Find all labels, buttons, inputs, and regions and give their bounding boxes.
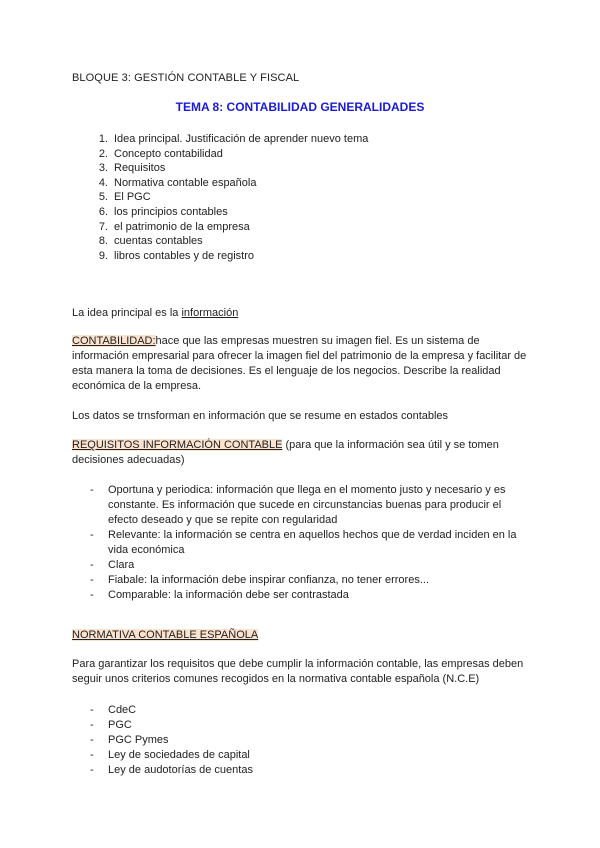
toc-item <box>72 249 368 264</box>
toc-text: Idea principal. Justificación de aprender nuevo tema <box>114 133 369 145</box>
list-item-text: PGC Pymes <box>108 734 169 746</box>
toc-text: el patrimonio de la empresa <box>114 220 250 233</box>
list-item-text: Clara <box>108 559 135 571</box>
normativa-list <box>90 703 530 778</box>
list-item <box>90 558 530 573</box>
toc-text: Concepto contabilidad <box>114 147 223 160</box>
list-item <box>90 703 530 718</box>
list-item <box>90 483 530 528</box>
idea-link[interactable]: información <box>181 307 239 319</box>
toc-item <box>72 132 368 147</box>
list-item-text: Relevante: la información se centra en aquellos hechos que de verdad inciden en la vida económica <box>108 529 517 556</box>
toc-number: 9. <box>98 249 108 262</box>
toc-item <box>72 234 368 249</box>
contabilidad-text: hace que las empresas muestren su imagen fiel. Es un sistema de información empresarial para ofrecer la imagen fiel del patrimonio de la empresa y facilitar de esta manera la toma de decisiones. Es el lenguaje de los negocios. Describe la realidad económica de la empresa. <box>72 335 527 392</box>
toc-number: 1. <box>98 133 108 145</box>
normativa-paragraph: Para garantizar los requisitos que debe cumplir la información contable, las empresas deben seguir unos criterios comunes recogidos en la normativa contable española (N.C.E) <box>72 658 524 685</box>
toc-item <box>72 190 368 205</box>
toc-text: libros contables y de registro <box>114 249 255 262</box>
toc-text: El PGC <box>114 191 151 204</box>
block-header: BLOQUE 3: GESTIÓN CONTABLE Y FISCAL <box>72 72 300 84</box>
toc-number: 7. <box>98 220 108 233</box>
toc-number: 2. <box>98 147 108 160</box>
toc-item <box>72 205 368 220</box>
dash-bullet: - <box>90 574 94 586</box>
list-item-text: Comparable: la información debe ser contrastada <box>108 589 349 601</box>
toc-text: cuentas contables <box>114 235 203 248</box>
list-item-text: Ley de audotorías de cuentas <box>108 764 253 776</box>
list-item <box>90 733 530 748</box>
toc-text: los principios contables <box>114 205 228 218</box>
datos-paragraph: Los datos se trnsforman en información que se resume en estados contables <box>72 410 449 422</box>
list-item <box>90 748 530 763</box>
toc-number: 3. <box>98 162 108 175</box>
requisitos-paragraph <box>72 438 532 468</box>
idea-prefix: La idea principal es la <box>72 307 182 319</box>
normativa-heading <box>72 628 532 643</box>
requisitos-label: REQUISITOS INFORMACIÓN CONTABLE <box>72 439 283 451</box>
toc-item <box>72 220 368 235</box>
list-item <box>90 763 530 778</box>
list-item-text: Ley de sociedades de capital <box>108 749 250 761</box>
dash-bullet: - <box>90 704 94 716</box>
dash-bullet: - <box>90 719 94 731</box>
toc-number: 5. <box>98 191 108 204</box>
toc-number: 6. <box>98 205 108 218</box>
toc-number: 8. <box>98 235 108 248</box>
toc-item <box>72 161 368 176</box>
page-title: TEMA 8: CONTABILIDAD GENERALIDADES <box>175 100 425 114</box>
requisitos-list <box>90 483 530 603</box>
dash-bullet: - <box>90 529 94 541</box>
list-item-text: PGC <box>108 719 132 731</box>
toc-item <box>72 147 368 162</box>
dash-bullet: - <box>90 589 94 601</box>
list-item-text: Oportuna y periodica: información que llega en el momento justo y necesario y es constante. Es información que sucede en circunstancias buenas para producir el efecto deseado y que se repite con regularidad <box>108 484 506 526</box>
toc-text: Normativa contable española <box>114 176 257 189</box>
toc-item <box>72 176 368 191</box>
dash-bullet: - <box>90 749 94 761</box>
list-item <box>90 528 530 558</box>
dash-bullet: - <box>90 764 94 776</box>
toc-text: Requisitos <box>114 162 166 175</box>
list-item-text: CdeC <box>108 704 137 716</box>
dash-bullet: - <box>90 559 94 571</box>
dash-bullet: - <box>90 484 94 496</box>
contabilidad-paragraph <box>72 334 532 394</box>
list-item-text: Fiabale: la información debe inspirar confianza, no tener errores... <box>108 574 430 586</box>
toc-number: 4. <box>98 176 108 189</box>
dash-bullet: - <box>90 734 94 746</box>
list-item <box>90 718 530 733</box>
requisitos-text: (para que la información sea útil y se tomen decisiones adecuadas) <box>72 439 499 466</box>
table-of-contents <box>72 132 368 263</box>
list-item <box>90 588 530 603</box>
normativa-label: NORMATIVA CONTABLE ESPAÑOLA <box>72 629 259 641</box>
list-item <box>90 573 530 588</box>
contabilidad-label: CONTABILIDAD: <box>72 335 156 347</box>
idea-paragraph <box>72 306 532 321</box>
